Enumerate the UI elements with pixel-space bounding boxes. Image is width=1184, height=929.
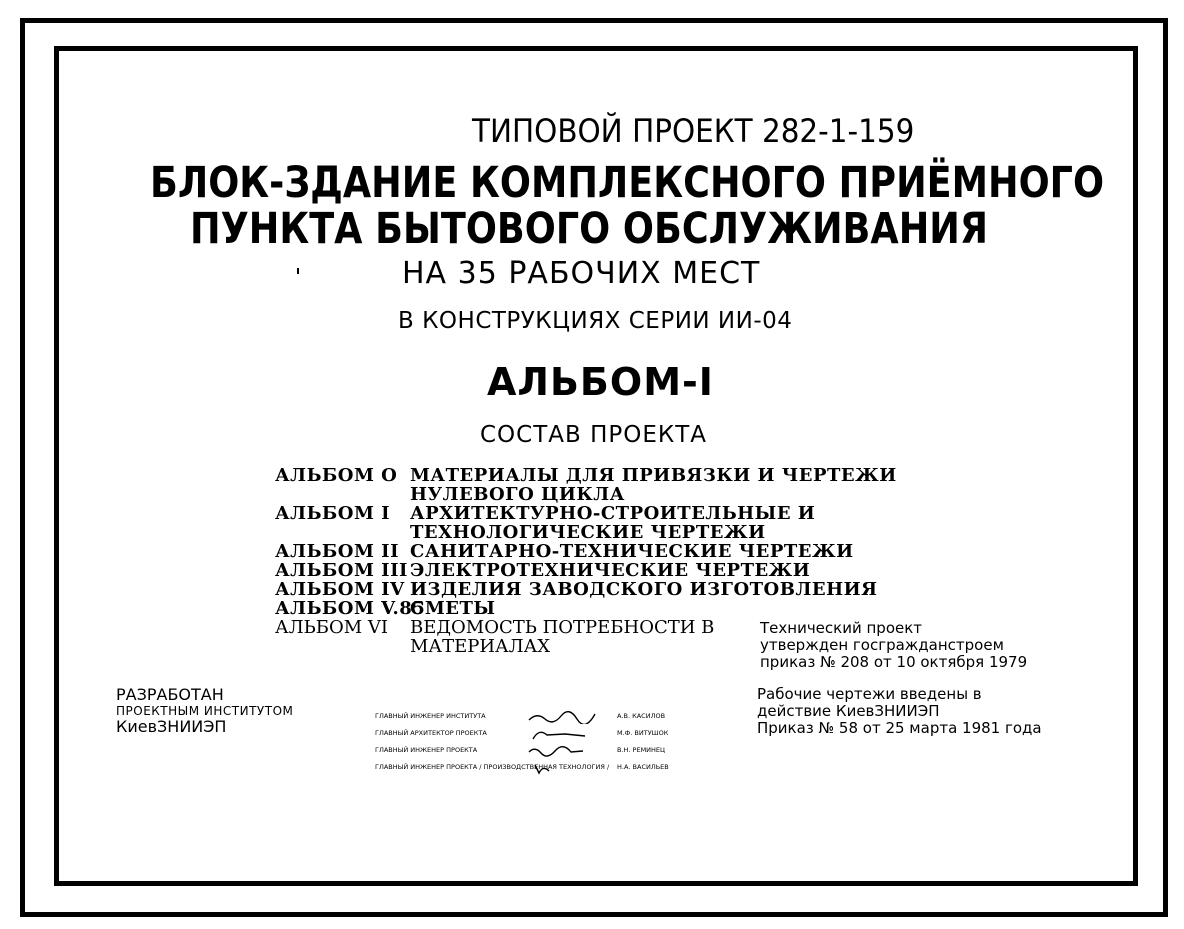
- signature-mark: [525, 744, 617, 758]
- signature-table: [375, 708, 669, 776]
- list-item: АЛЬБОМ III ЭЛЕКТРОТЕХНИЧЕСКИЕ ЧЕРТЕЖИ: [275, 560, 811, 581]
- title-line-2: ПУНКТА БЫТОВОГО ОБСЛУЖИВАНИЯ: [190, 204, 989, 254]
- list-item: АЛЬБОМ V.85 СМЕТЫ: [275, 598, 496, 619]
- table-row: ГЛАВНЫЙ АРХИТЕКТОР ПРОЕКТА М.Ф. ВИТУШОК: [375, 725, 669, 742]
- capacity-line: НА 35 РАБОЧИХ МЕСТ: [402, 256, 761, 291]
- signature-mark: [525, 727, 617, 741]
- working-drawings-note: Рабочие чертежи введены в действие КиевЗНИИЭП Приказ № 58 от 25 марта 1981 года: [757, 685, 1042, 737]
- list-item: НУЛЕВОГО ЦИКЛА: [410, 484, 625, 505]
- album-title: АЛЬБОМ-I: [487, 360, 714, 404]
- list-item: ТЕХНОЛОГИЧЕСКИЕ ЧЕРТЕЖИ: [410, 522, 766, 543]
- list-item: АЛЬБОМ IV ИЗДЕЛИЯ ЗАВОДСКОГО ИЗГОТОВЛЕНИЯ: [275, 579, 878, 600]
- margin-tick: [297, 268, 299, 274]
- signature-mark: [525, 761, 617, 775]
- table-row: ГЛАВНЫЙ ИНЖЕНЕР ПРОЕКТА В.Н. РЕМИНЕЦ: [375, 742, 669, 759]
- title-line-1: БЛОК-ЗДАНИЕ КОМПЛЕКСНОГО ПРИЁМНОГО: [150, 158, 1105, 208]
- typical-project-number: ТИПОВОЙ ПРОЕКТ 282-1-159: [472, 112, 915, 150]
- list-item: АЛЬБОМ VI ВЕДОМОСТЬ ПОТРЕБНОСТИ В: [275, 617, 715, 638]
- tech-project-approval: Технический проект утвержден госгражданстроем приказ № 208 от 10 октября 1979: [760, 619, 1028, 671]
- list-item: АЛЬБОМ I АРХИТЕКТУРНО-СТРОИТЕЛЬНЫЕ И: [275, 503, 816, 524]
- signature-mark: [525, 710, 617, 724]
- series-line: В КОНСТРУКЦИЯХ СЕРИИ ИИ-04: [398, 308, 793, 334]
- list-item: АЛЬБОМ II САНИТАРНО-ТЕХНИЧЕСКИЕ ЧЕРТЕЖИ: [275, 541, 854, 562]
- composition-heading: СОСТАВ ПРОЕКТА: [480, 422, 708, 448]
- table-row: ГЛАВНЫЙ ИНЖЕНЕР ПРОЕКТА / ПРОИЗВОДСТВЕННАЯ ТЕХНОЛОГИЯ / Н.А. ВАСИЛЬЕВ: [375, 759, 669, 776]
- list-item: АЛЬБОМ О МАТЕРИАЛЫ ДЛЯ ПРИВЯЗКИ И ЧЕРТЕЖИ: [275, 465, 897, 486]
- developer-block: РАЗРАБОТАН ПРОЕКТНЫМ ИНСТИТУТОМ КиевЗНИИЭП: [116, 685, 294, 736]
- list-item: МАТЕРИАЛАХ: [410, 636, 551, 657]
- table-row: ГЛАВНЫЙ ИНЖЕНЕР ИНСТИТУТА А.В. КАСИЛОВ: [375, 708, 669, 725]
